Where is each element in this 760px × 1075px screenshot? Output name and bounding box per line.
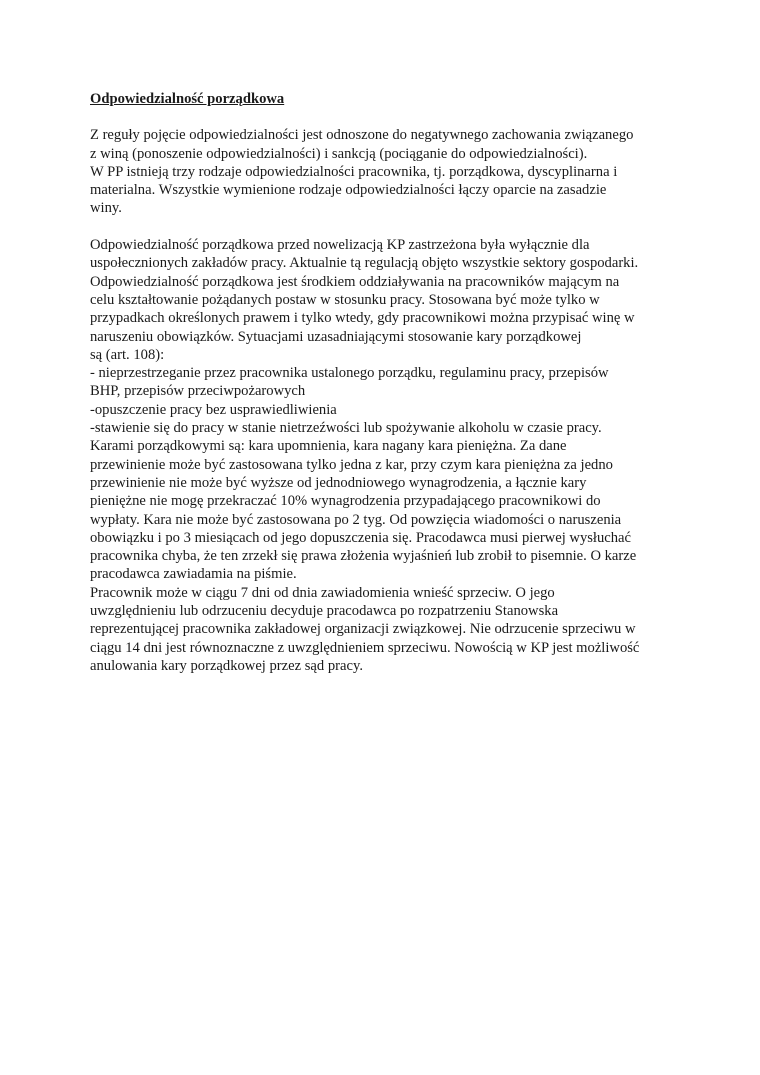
text-line: -stawienie się do pracy w stanie nietrzeźwości lub spożywanie alkoholu w czasie pracy. bbox=[90, 420, 602, 437]
text-line: Z reguły pojęcie odpowiedzialności jest odnoszone do negatywnego zachowania związanego bbox=[90, 127, 634, 144]
document-title: Odpowiedzialność porządkowa bbox=[90, 91, 285, 107]
text-line: uwzględnieniu lub odrzuceniu decyduje pracodawca po rozpatrzeniu Stanowska bbox=[90, 603, 559, 620]
paragraph-intro bbox=[90, 126, 690, 217]
text-line: pracodawca zawiadamia na piśmie. bbox=[90, 566, 297, 583]
text-line: wypłaty. Kara nie może być zastosowana po 2 tyg. Od powzięcia wiadomości o naruszenia bbox=[90, 511, 622, 528]
text-line: winy. bbox=[90, 200, 122, 217]
text-line: BHP, przepisów przeciwpożarowych bbox=[90, 383, 306, 400]
text-line: materialna. Wszystkie wymienione rodzaje odpowiedzialności łączy oparcie na zasadzie bbox=[90, 182, 607, 199]
text-line: celu kształtowanie pożądanych postaw w stosunku pracy. Stosowana być może tylko w bbox=[90, 291, 600, 308]
text-line: W PP istnieją trzy rodzaje odpowiedzialności pracownika, tj. porządkowa, dyscyplinarna i bbox=[90, 163, 618, 180]
text-line: obowiązku i po 3 miesiącach od jego dopuszczenia się. Pracodawca musi pierwej wysłuchać bbox=[90, 529, 632, 546]
text-line: -opuszczenie pracy bez usprawiedliwienia bbox=[90, 401, 337, 418]
text-line: Pracownik może w ciągu 7 dni od dnia zawiadomienia wnieść sprzeciw. O jego bbox=[90, 584, 555, 601]
text-line: pieniężne nie mogę przekraczać 10% wynagrodzenia przypadającego pracownikowi do bbox=[90, 493, 601, 510]
text-line: z winą (ponoszenie odpowiedzialności) i sankcją (pociąganie do odpowiedzialności). bbox=[90, 145, 588, 162]
text-line: Karami porządkowymi są: kara upomnienia, kara nagany kara pieniężna. Za dane bbox=[90, 438, 567, 455]
text-line: ciągu 14 dni jest równoznaczne z uwzględnieniem sprzeciwu. Nowością w KP jest możliwość bbox=[90, 639, 640, 656]
text-line: pracownika chyba, że ten zrzekł się prawa złożenia wyjaśnień lub zrobił to pisemnie. O karze bbox=[90, 548, 637, 565]
text-line: przewinienie nie może być wyższe od jednodniowego wynagrodzenia, a łącznie kary bbox=[90, 474, 587, 491]
text-line: są (art. 108): bbox=[90, 346, 165, 363]
text-line: reprezentującej pracownika zakładowej organizacji związkowej. Nie odrzucenie sprzeciwu w bbox=[90, 621, 636, 638]
text-line: - nieprzestrzeganie przez pracownika ustalonego porządku, regulaminu pracy, przepisów bbox=[90, 365, 609, 382]
text-line: naruszeniu obowiązków. Sytuacjami uzasadniającymi stosowanie kary porządkowej bbox=[90, 328, 582, 345]
text-line: Odpowiedzialność porządkowa jest środkiem oddziaływania na pracowników mającym na bbox=[90, 273, 620, 290]
text-line: przypadkach określonych prawem i tylko wtedy, gdy pracownikowi można przypisać winę w bbox=[90, 310, 635, 327]
text-line: przewinienie może być zastosowana tylko jedna z kar, przy czym kara pieniężna za jedno bbox=[90, 456, 613, 473]
paragraph-gap bbox=[90, 218, 690, 236]
text-line: anulowania kary porządkowej przez sąd pracy. bbox=[90, 657, 363, 674]
document-body bbox=[90, 90, 690, 675]
text-line: uspołecznionych zakładów pracy. Aktualnie tą regulacją objęto wszystkie sektory gospodarki. bbox=[90, 255, 639, 272]
paragraph-main bbox=[90, 236, 690, 675]
text-line: Odpowiedzialność porządkowa przed nowelizacją KP zastrzeżona była wyłącznie dla bbox=[90, 237, 590, 254]
